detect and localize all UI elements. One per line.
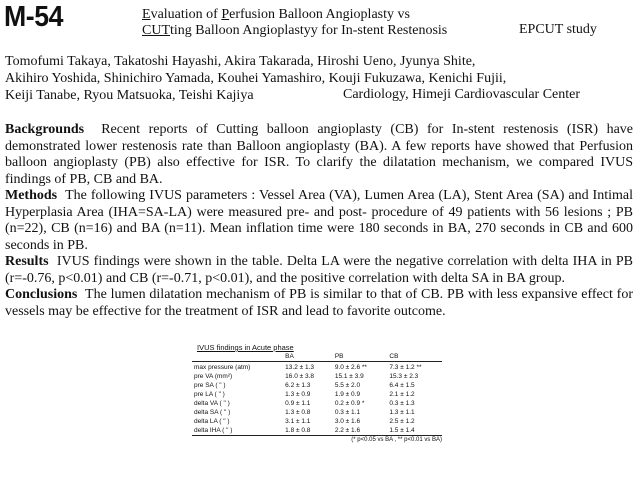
title-acronym-p: P <box>221 7 230 22</box>
table-footnote: (* p<0.05 vs BA , ** p<0.01 vs BA) <box>351 437 442 443</box>
table-cell: 9.0 ± 2.6 ** <box>334 364 367 371</box>
section-conclusions <box>5 287 633 320</box>
authors-line-1: Tomofumi Takaya, Takatoshi Hayashi, Akira Takarada, Hiroshi Ueno, Jyunya Shite, <box>5 54 476 69</box>
table-cell: 7.3 ± 1.2 ** <box>389 364 422 371</box>
section-text: IVUS findings were shown in the table. Delta LA were the negative correlation with delta IHA in PB (r=-0.76, p<0.01) and CB (r=-0.71, p<0.01), and the positive correlation with delta SA in BA group. <box>5 254 633 286</box>
table-cell: 6.4 ± 1.5 <box>389 382 415 389</box>
table-row <box>192 426 442 436</box>
authors-line-3: Keiji Tanabe, Ryou Matsuoka, Teishi Kajiya <box>5 88 254 103</box>
table-row-label: pre LA ( " ) <box>194 391 225 398</box>
table-cell: 0.2 ± 0.9 * <box>334 400 365 407</box>
section-heading: Backgrounds <box>5 122 85 137</box>
table-row <box>192 372 442 381</box>
table-cell: 3.0 ± 1.6 <box>334 418 361 425</box>
authors-line-2: Akihiro Yoshida, Shinichiro Yamada, Kouhei Yamashiro, Kouji Fukuzawa, Kenichi Fujii, <box>5 71 507 86</box>
title-text-1b: erfusion Balloon Angioplasty vs <box>229 7 410 22</box>
table-row <box>192 381 442 390</box>
table-cell: 1.8 ± 0.8 <box>283 426 333 436</box>
study-label: EPCUT study <box>519 22 597 37</box>
table-cell: 2.2 ± 1.6 <box>333 426 388 436</box>
title-line-1 <box>142 6 410 23</box>
table-row <box>192 362 442 373</box>
table-row <box>192 417 442 426</box>
table-row-label: max pressure (atm) <box>194 364 251 371</box>
table-cell: 0.3 ± 1.1 <box>334 409 361 416</box>
table-cell: 2.5 ± 1.2 <box>389 418 415 425</box>
table-row-label: delta IHA ( " ) <box>192 426 283 436</box>
table-row <box>192 390 442 399</box>
table-row-label: pre VA (mm²) <box>194 373 233 380</box>
table-cell: 1.3 ± 0.9 <box>285 391 311 398</box>
table-cell: 0.3 ± 1.3 <box>389 400 415 407</box>
ivus-table <box>192 352 442 436</box>
table-header-cell <box>192 352 283 362</box>
table-cell: 1.5 ± 1.4 <box>387 426 442 436</box>
table-row-label: delta LA ( " ) <box>194 418 230 425</box>
table-cell: 1.3 ± 0.8 <box>285 409 311 416</box>
section-heading: Conclusions <box>5 287 78 302</box>
ivus-table-block <box>192 343 442 443</box>
table-cell: 5.5 ± 2.0 <box>334 382 361 389</box>
table-header-cell: BA <box>283 352 333 362</box>
table-cell: 16.0 ± 3.8 <box>285 373 315 380</box>
section-heading: Methods <box>5 188 58 203</box>
table-row-label: delta VA ( " ) <box>194 400 230 407</box>
title-text-2: ting Balloon Angioplastyy for In-stent Restenosis <box>170 23 448 38</box>
table-cell: 13.2 ± 1.3 <box>285 364 315 371</box>
table-cell: 6.2 ± 1.3 <box>285 382 311 389</box>
section-text: The lumen dilatation mechanism of PB is similar to that of CB. PB with less expansive effect for vessels may be effective for the treatment of ISR and lead to favorite outcome. <box>5 287 634 319</box>
section-text: Recent reports of Cutting balloon angioplasty (CB) for In-stent restenosis (ISR) have demonstrated lower restenosis rate than Balloon angioplasty (BA). A few reports have showed that Perfusion balloon angioplasty (PB) also effective for ISR. To clarify the dilatation mechanism, we compared IVUS findings of PB, CB and BA. <box>5 122 633 187</box>
section-results <box>5 254 633 287</box>
section-backgrounds <box>5 122 633 188</box>
section-methods <box>5 188 633 254</box>
title-line-2 <box>142 22 447 39</box>
section-text: The following IVUS parameters : Vessel Area (VA), Lumen Area (LA), Stent Area (SA) and Intimal Hyperplasia Area (IHA=SA-LA) were measured pre- and post- procedure of 49 patients with 56 lesions ; PB (n=22), CB (n=16) and BA (n=11). Mean inflation time were 180 seconds in BA, 270 seconds in CB and 600 seconds in PB. <box>5 188 633 253</box>
table-row <box>192 399 442 408</box>
title-acronym-cut: CUT <box>142 23 170 38</box>
table-body <box>192 362 442 436</box>
table-caption: IVUS findings in Acute phase <box>197 343 294 352</box>
table-cell: 15.1 ± 3.9 <box>334 373 364 380</box>
table-cell: 2.1 ± 1.2 <box>389 391 415 398</box>
table-header-cell: PB <box>333 352 388 362</box>
table-row-label: delta SA ( " ) <box>194 409 231 416</box>
table-row <box>192 408 442 417</box>
table-header-row <box>192 352 442 362</box>
title-text-1a: valuation of <box>150 7 222 22</box>
table-cell: 3.1 ± 1.1 <box>285 418 311 425</box>
table-cell: 0.9 ± 1.1 <box>285 400 311 407</box>
table-cell: 1.9 ± 0.9 <box>334 391 361 398</box>
title-acronym-e: E <box>142 7 151 22</box>
abstract-id: M-54 <box>4 1 63 33</box>
table-cell: 15.3 ± 2.3 <box>389 373 419 380</box>
abstract-body <box>5 122 633 320</box>
table-header-cell: CB <box>387 352 442 362</box>
table-cell: 1.3 ± 1.1 <box>389 409 415 416</box>
table-row-label: pre SA ( " ) <box>194 382 226 389</box>
section-heading: Results <box>5 254 49 269</box>
affiliation: Cardiology, Himeji Cardiovascular Center <box>343 87 581 102</box>
